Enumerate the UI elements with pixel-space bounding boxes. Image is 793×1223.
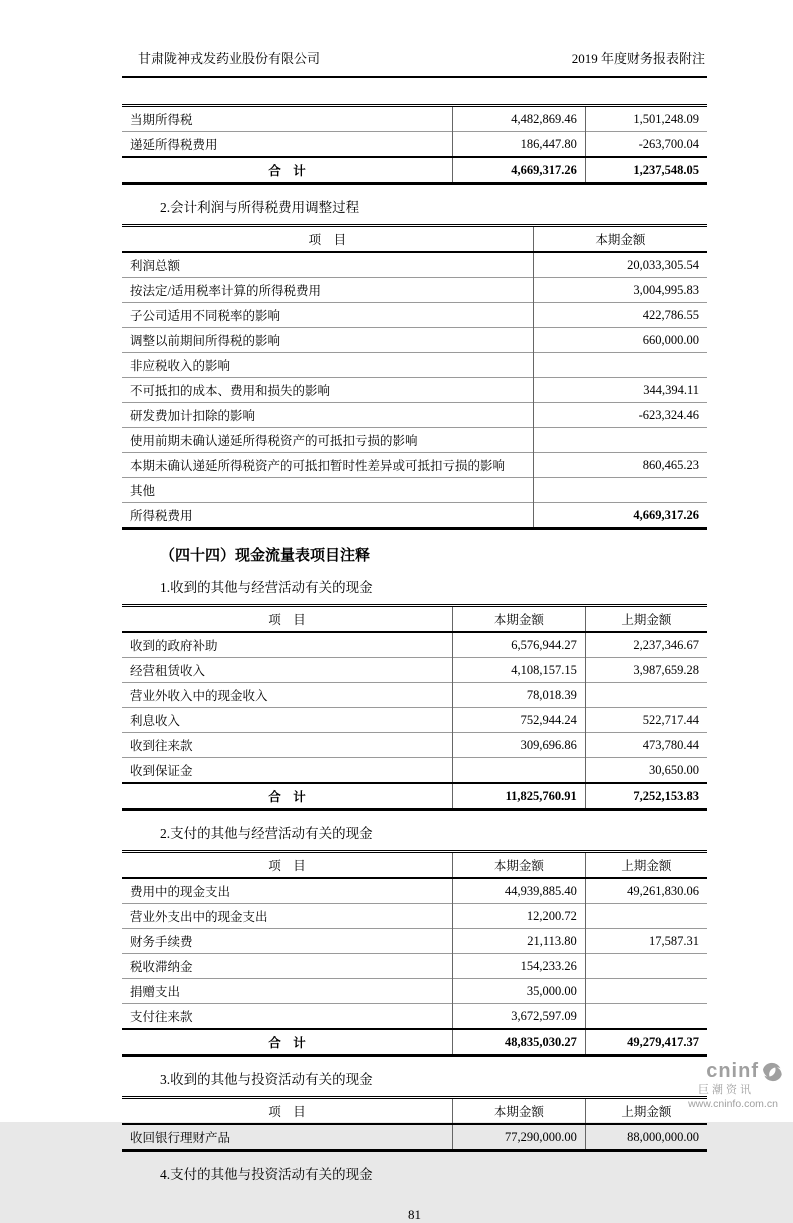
row-value: 4,482,869.46 [453,106,586,132]
row-value: 154,233.26 [453,954,586,979]
received-operating-cash-table [122,604,707,811]
row-label: 捐赠支出 [130,985,181,999]
row-value [453,758,586,784]
row-value: 309,696.86 [453,733,586,758]
column-header: 上期金额 [585,606,707,633]
table-row [122,428,707,453]
row-value: 422,786.55 [533,303,707,328]
row-value: 49,279,417.37 [585,1029,707,1056]
income-tax-expense-table [122,104,707,185]
row-label: 合 计 [268,790,306,804]
row-label: 合 计 [268,1036,306,1050]
row-value [585,904,707,929]
row-value: 1,501,248.09 [585,106,707,132]
paid-operating-cash-table [122,850,707,1057]
column-header: 项 目 [268,1105,306,1119]
row-label: 所得税费用 [130,509,193,523]
column-header: 项 目 [308,233,347,247]
row-value: 860,465.23 [533,453,707,478]
table-row [122,683,707,708]
subsection-1-title: 1.收到的其他与经营活动有关的现金 [160,580,373,595]
row-label: 研发费加计扣除的影响 [130,409,256,423]
row-value: 17,587.31 [585,929,707,954]
table-row [122,132,707,158]
received-investing-cash-table [122,1096,707,1152]
row-label: 收到保证金 [130,764,193,778]
row-label: 使用前期未确认递延所得税资产的可抵扣亏损的影响 [130,434,418,448]
row-label: 营业外收入中的现金收入 [130,689,268,703]
subsection-2-title: 2.支付的其他与经营活动有关的现金 [160,826,373,841]
row-value [585,1004,707,1030]
row-value: 186,447.80 [453,132,586,158]
column-header: 项 目 [268,613,306,627]
total-row [122,157,707,184]
table-header-row [122,226,707,253]
row-label: 收到的政府补助 [130,639,218,653]
total-row [122,783,707,810]
table-row [122,658,707,683]
row-value: 35,000.00 [453,979,586,1004]
section-2-title: 2.会计利润与所得税费用调整过程 [160,200,360,215]
table-row [122,478,707,503]
document-header [122,48,707,78]
table-row [122,733,707,758]
total-row [122,1029,707,1056]
table-header-row [122,852,707,879]
section-44-title: （四十四）现金流量表项目注释 [160,548,371,564]
row-value: 21,113.80 [453,929,586,954]
row-value [533,478,707,503]
row-label: 利息收入 [130,714,181,728]
row-value: 2,237,346.67 [585,632,707,658]
row-label: 子公司适用不同税率的影响 [130,309,281,323]
table-header-row [122,606,707,633]
cninfo-brand-row [683,1060,783,1083]
row-value: 4,669,317.26 [453,157,586,184]
row-value: 11,825,760.91 [453,783,586,810]
table-row [122,708,707,733]
row-value: 344,394.11 [533,378,707,403]
row-value: 48,835,030.27 [453,1029,586,1056]
table-row [122,1124,707,1151]
page-number: 81 [408,1207,421,1222]
row-value: 522,717.44 [585,708,707,733]
tax-adjustment-table [122,224,707,530]
row-value [533,353,707,378]
table-row [122,904,707,929]
row-value: 88,000,000.00 [585,1124,707,1151]
row-value: 3,987,659.28 [585,658,707,683]
row-label: 当期所得税 [130,113,193,127]
table-row [122,403,707,428]
table-row [122,503,707,529]
row-value: 77,290,000.00 [453,1124,586,1151]
row-label: 递延所得税费用 [130,138,218,152]
column-header: 上期金额 [585,1098,707,1125]
row-label: 其他 [130,484,156,498]
row-value: 3,004,995.83 [533,278,707,303]
row-value [533,428,707,453]
row-label: 合 计 [268,164,306,178]
table-row [122,353,707,378]
row-value: 78,018.39 [453,683,586,708]
row-label: 支付往来款 [130,1010,193,1024]
row-label: 非应税收入的影响 [130,359,231,373]
row-label: 本期未确认递延所得税资产的可抵扣暂时性差异或可抵扣亏损的影响 [130,459,506,473]
column-header: 项 目 [268,859,306,873]
table-row [122,303,707,328]
cninfo-logo [683,1060,783,1110]
row-label: 财务手续费 [130,935,193,949]
row-value: 44,939,885.40 [453,878,586,904]
row-label: 收到往来款 [130,739,193,753]
table-row [122,954,707,979]
table-row [122,453,707,478]
row-value: 30,650.00 [585,758,707,784]
row-value [585,954,707,979]
table-row [122,106,707,132]
table-row [122,1004,707,1030]
table-row [122,929,707,954]
column-header: 本期金额 [453,606,586,633]
cninfo-url: www.cninfo.com.cn [688,1097,778,1110]
row-value: -263,700.04 [585,132,707,158]
report-title: 2019 年度财务报表附注 [571,51,705,66]
cninfo-swirl-icon [761,1061,783,1083]
row-value: 660,000.00 [533,328,707,353]
row-value: 4,669,317.26 [533,503,707,529]
row-value: 20,033,305.54 [533,252,707,278]
row-value: 3,672,597.09 [453,1004,586,1030]
table-row [122,378,707,403]
row-value: 752,944.24 [453,708,586,733]
row-value: 12,200.72 [453,904,586,929]
table-row [122,328,707,353]
row-value [585,683,707,708]
table-row [122,278,707,303]
row-label: 按法定/适用税率计算的所得税费用 [130,284,321,298]
row-value: 4,108,157.15 [453,658,586,683]
row-label: 经营租赁收入 [130,664,206,678]
row-label: 费用中的现金支出 [130,885,231,899]
row-value [585,979,707,1004]
row-label: 收回银行理财产品 [130,1131,231,1145]
row-value: 473,780.44 [585,733,707,758]
row-value: 49,261,830.06 [585,878,707,904]
row-label: 调整以前期间所得税的影响 [130,334,281,348]
page-content [122,48,707,1223]
row-value: 6,576,944.27 [453,632,586,658]
row-label: 营业外支出中的现金支出 [130,910,268,924]
cninfo-brand-text: cninf [706,1060,759,1083]
column-header: 本期金额 [453,852,586,879]
column-header: 本期金额 [453,1098,586,1125]
row-value: 7,252,153.83 [585,783,707,810]
row-label: 利润总额 [130,259,181,273]
table-row [122,252,707,278]
company-name: 甘肃陇神戎发药业股份有限公司 [138,51,321,66]
table-row [122,979,707,1004]
table-row [122,878,707,904]
subsection-3-title: 3.收到的其他与投资活动有关的现金 [160,1072,373,1087]
table-header-row [122,1098,707,1125]
table-row [122,632,707,658]
column-header: 本期金额 [533,226,707,253]
row-label: 不可抵扣的成本、费用和损失的影响 [130,384,331,398]
row-value: -623,324.46 [533,403,707,428]
row-label: 税收滞纳金 [130,960,193,974]
table-row [122,758,707,784]
subsection-4-title: 4.支付的其他与投资活动有关的现金 [160,1167,373,1182]
column-header: 上期金额 [585,852,707,879]
cninfo-chinese-name: 巨潮资讯 [698,1084,754,1097]
row-value: 1,237,548.05 [585,157,707,184]
